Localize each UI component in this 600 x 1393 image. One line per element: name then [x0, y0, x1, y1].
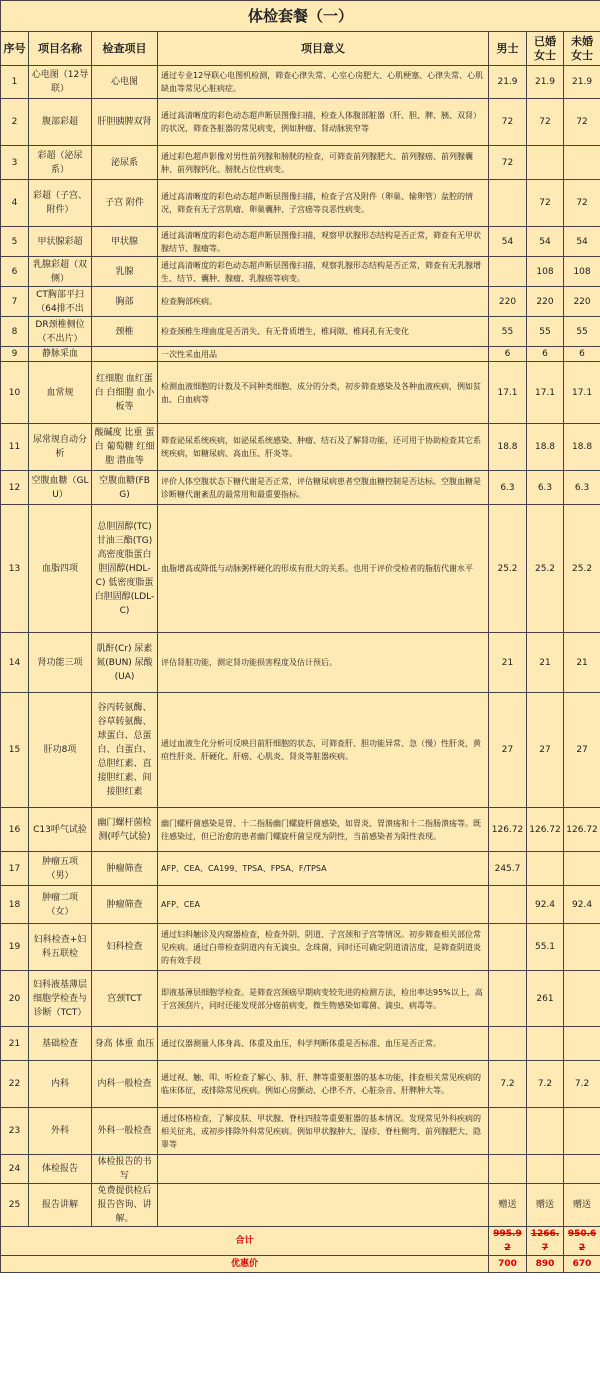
row-male	[489, 1108, 527, 1155]
row-meaning: 幽门螺杆菌感染是胃、十二指肠幽门螺旋杆菌感染，如胃炎、胃溃疡和十二指肠溃疡等。既往感染过，但已治愈的患者幽门螺旋杆菌呈现为阴性，当前感染者为阳性表现。	[158, 808, 489, 852]
row-meaning: AFP、CEA	[158, 886, 489, 924]
row-unmarried: 72	[564, 99, 600, 146]
row-check: 酸碱度 比重 蛋白 葡萄糖 红细胞 潜血等	[92, 424, 158, 471]
row-unmarried: 18.8	[564, 424, 600, 471]
row-unmarried	[564, 971, 600, 1027]
row-married: 55.1	[527, 924, 564, 971]
row-no: 20	[1, 971, 29, 1027]
row-married	[527, 1155, 564, 1184]
row-meaning: 通过高清晰度的彩色动态超声断层图像扫描，检查子宫及附件（卵巢、输卵管）盆腔的情况，筛查有无子宫肌瘤、卵巢囊肿、子宫癌等良恶性病变。	[158, 180, 489, 227]
row-name: 基础检查	[29, 1027, 92, 1061]
row-meaning: 一次性采血用品	[158, 347, 489, 362]
row-unmarried: 25.2	[564, 505, 600, 633]
row-name: 报告讲解	[29, 1184, 92, 1227]
row-meaning: 检测血液细胞的计数及不同种类细胞、成分的分类，初步筛查感染及各种血液疾病，例如贫血、白血病等	[158, 362, 489, 424]
row-check	[92, 347, 158, 362]
row-married	[527, 1027, 564, 1061]
row-unmarried: 54	[564, 227, 600, 257]
row-unmarried: 7.2	[564, 1061, 600, 1108]
row-meaning: 即液基薄层细胞学检查。是筛查宫颈癌早期病变较先进的检测方法，检出率达95%以上，高于宫颈刮片，同时还能发现部分癌前病变，微生物感染如霉菌、滴虫、病毒等。	[158, 971, 489, 1027]
row-unmarried: 17.1	[564, 362, 600, 424]
row-meaning: 通过彩色超声影像对男性前列腺和膀胱的检查，可筛查前列腺肥大、前列腺癌、前列腺囊肿、前列腺钙化、膀胱占位性病变。	[158, 146, 489, 180]
table-row	[1, 227, 600, 257]
table-row	[1, 66, 600, 99]
row-male: 126.72	[489, 808, 527, 852]
table-row	[1, 99, 600, 146]
total-unmarried: 950.62	[564, 1227, 600, 1256]
row-no: 22	[1, 1061, 29, 1108]
row-no: 17	[1, 852, 29, 886]
row-name: 血常规	[29, 362, 92, 424]
header-married: 已婚女士	[527, 32, 564, 66]
table-row	[1, 287, 600, 317]
row-check: 心电图	[92, 66, 158, 99]
row-male: 赠送	[489, 1184, 527, 1227]
row-name: 彩超（子宫、附件）	[29, 180, 92, 227]
row-married: 261	[527, 971, 564, 1027]
row-no: 2	[1, 99, 29, 146]
row-married: 126.72	[527, 808, 564, 852]
row-unmarried: 21	[564, 633, 600, 693]
row-unmarried	[564, 1027, 600, 1061]
row-male: 220	[489, 287, 527, 317]
total-label: 合计	[1, 1227, 489, 1256]
row-no: 21	[1, 1027, 29, 1061]
header-check: 检查项目	[92, 32, 158, 66]
row-meaning: AFP、CEA、CA199、TPSA、FPSA、F/TPSA	[158, 852, 489, 886]
row-married: 54	[527, 227, 564, 257]
row-name: 内科	[29, 1061, 92, 1108]
table-row	[1, 257, 600, 287]
row-check: 体检报告的书写	[92, 1155, 158, 1184]
header-no: 序号	[1, 32, 29, 66]
row-check: 空腹血糖(FBG)	[92, 471, 158, 505]
row-married: 55	[527, 317, 564, 347]
row-meaning: 评价人体空腹状态下糖代谢是否正常，评估糖尿病患者空腹血糖控制是否达标。空腹血糖是诊断糖代谢紊乱的最常用和最重要指标。	[158, 471, 489, 505]
table-row	[1, 362, 600, 424]
row-meaning: 通过高清晰度的彩色动态超声断层图像扫描，检查人体腹部脏器（肝、胆、脾、胰、双肾）的状况，筛查各脏器的常见病变，例如肿瘤、肾动脉狭窄等	[158, 99, 489, 146]
row-married: 17.1	[527, 362, 564, 424]
discount-unmarried: 670	[564, 1256, 600, 1273]
row-name: CT胸部平扫（64排不出	[29, 287, 92, 317]
row-male: 72	[489, 99, 527, 146]
row-unmarried: 55	[564, 317, 600, 347]
row-no: 19	[1, 924, 29, 971]
row-unmarried	[564, 1108, 600, 1155]
row-unmarried: 72	[564, 180, 600, 227]
row-check: 肌酐(Cr) 尿素氮(BUN) 尿酸(UA)	[92, 633, 158, 693]
page-title: 体检套餐（一）	[1, 1, 600, 32]
row-name: 空腹血糖（GLU）	[29, 471, 92, 505]
row-name: 肝功8项	[29, 693, 92, 808]
row-married: 7.2	[527, 1061, 564, 1108]
row-no: 24	[1, 1155, 29, 1184]
discount-label: 优惠价	[1, 1256, 489, 1273]
row-name: 肿瘤五项（男）	[29, 852, 92, 886]
table-row	[1, 886, 600, 924]
row-married: 72	[527, 180, 564, 227]
table-row	[1, 347, 600, 362]
row-name: 体检报告	[29, 1155, 92, 1184]
row-male	[489, 180, 527, 227]
row-check: 颈椎	[92, 317, 158, 347]
header-name: 项目名称	[29, 32, 92, 66]
row-name: 肿瘤二项（女）	[29, 886, 92, 924]
row-no: 5	[1, 227, 29, 257]
row-check: 肿瘤筛查	[92, 886, 158, 924]
row-unmarried: 220	[564, 287, 600, 317]
row-male: 21.9	[489, 66, 527, 99]
table-row	[1, 1155, 600, 1184]
row-married: 6	[527, 347, 564, 362]
row-unmarried	[564, 1155, 600, 1184]
header-male: 男士	[489, 32, 527, 66]
table-row	[1, 808, 600, 852]
row-meaning: 通过体格检查，了解皮肤、甲状腺、脊柱四肢等重要脏器的基本情况。发现常见外科疾病的相关征兆，或初步排除外科常见疾病。例如甲状腺肿大、湿疹、脊柱侧弯、前列腺肥大、隐睾等	[158, 1108, 489, 1155]
row-meaning: 通过仪器测量人体身高、体重及血压，科学判断体重是否标准、血压是否正常。	[158, 1027, 489, 1061]
row-married	[527, 146, 564, 180]
row-name: 妇科液基薄层细胞学检查与诊断（TCT）	[29, 971, 92, 1027]
row-unmarried: 108	[564, 257, 600, 287]
header-meaning: 项目意义	[158, 32, 489, 66]
row-male: 18.8	[489, 424, 527, 471]
row-meaning: 检查胸部疾病。	[158, 287, 489, 317]
row-no: 16	[1, 808, 29, 852]
row-name: C13呼气试验	[29, 808, 92, 852]
row-check: 总胆固醇(TC) 甘油三酯(TG) 高密度脂蛋白胆固醇(HDL-C) 低密度脂蛋白胆固醇(LDL-C)	[92, 505, 158, 633]
row-check: 泌尿系	[92, 146, 158, 180]
row-unmarried	[564, 924, 600, 971]
row-no: 10	[1, 362, 29, 424]
header-unmarried: 未婚女士	[564, 32, 600, 66]
row-check: 妇科检查	[92, 924, 158, 971]
table-row	[1, 146, 600, 180]
row-male: 6	[489, 347, 527, 362]
row-name: 血脂四项	[29, 505, 92, 633]
row-married: 220	[527, 287, 564, 317]
row-meaning: 筛查泌尿系统疾病，如泌尿系统感染、肿瘤、结石及了解肾功能，还可用于协助检查其它系统疾病，如糖尿病、高血压、肝炎等。	[158, 424, 489, 471]
row-meaning: 通过血液生化分析可反映目前肝细胞的状态，可筛查肝、胆功能异常、急（慢）性肝炎，黄疸性肝炎、肝硬化、肝癌、心肌炎、肾炎等脏器疾病。	[158, 693, 489, 808]
row-name: 腹部彩超	[29, 99, 92, 146]
row-no: 13	[1, 505, 29, 633]
row-no: 3	[1, 146, 29, 180]
row-married: 72	[527, 99, 564, 146]
row-no: 18	[1, 886, 29, 924]
row-married: 18.8	[527, 424, 564, 471]
row-check: 肝胆胰脾双肾	[92, 99, 158, 146]
row-meaning: 血脂增高或降低与动脉粥样硬化的形成有很大的关系。也用于评价受检者的脂肪代谢水平	[158, 505, 489, 633]
row-name: 彩超（泌尿系）	[29, 146, 92, 180]
row-male	[489, 971, 527, 1027]
row-no: 25	[1, 1184, 29, 1227]
table-row	[1, 1184, 600, 1227]
table-row	[1, 1108, 600, 1155]
row-name: 甲状腺彩超	[29, 227, 92, 257]
row-male: 17.1	[489, 362, 527, 424]
table-row	[1, 471, 600, 505]
row-meaning	[158, 1155, 489, 1184]
row-married: 25.2	[527, 505, 564, 633]
row-meaning: 通过妇科触诊及内窥器检查，检查外阴、阴道、子宫颈和子宫等情况。初步筛查相关部位常见疾病。通过白带检查阴道内有无滴虫、念珠菌，同时还可确定阴道清洁度，是筛查阴道炎的有效手段	[158, 924, 489, 971]
row-check: 免费提供检后报告咨询、讲解。	[92, 1184, 158, 1227]
row-check: 红细胞 血红蛋白 白细胞 血小板等	[92, 362, 158, 424]
row-name: 心电图（12导联）	[29, 66, 92, 99]
row-married: 21.9	[527, 66, 564, 99]
row-married: 赠送	[527, 1184, 564, 1227]
row-meaning: 通过高清晰度的彩色动态超声断层图像扫描，观察乳腺形态结构是否正常，筛查有无乳腺增生、结节、囊肿、腺瘤、乳腺癌等病变。	[158, 257, 489, 287]
table-row	[1, 633, 600, 693]
row-male: 55	[489, 317, 527, 347]
row-meaning: 检查颈椎生理曲度是否消失、有无骨质增生，椎间隙、椎间孔有无变化	[158, 317, 489, 347]
row-check: 肿瘤筛查	[92, 852, 158, 886]
row-check: 宫颈TCT	[92, 971, 158, 1027]
row-unmarried: 6	[564, 347, 600, 362]
row-unmarried: 126.72	[564, 808, 600, 852]
discount-married: 890	[527, 1256, 564, 1273]
row-male	[489, 1027, 527, 1061]
row-male	[489, 257, 527, 287]
row-male: 54	[489, 227, 527, 257]
table-row	[1, 1061, 600, 1108]
table-row	[1, 424, 600, 471]
table-row	[1, 924, 600, 971]
row-check: 谷丙转氨酶、谷草转氨酶、球蛋白、总蛋白、白蛋白、总胆红素、直接胆红素、间接胆红素	[92, 693, 158, 808]
row-unmarried: 27	[564, 693, 600, 808]
table-row	[1, 1027, 600, 1061]
row-male: 25.2	[489, 505, 527, 633]
discount-male: 700	[489, 1256, 527, 1273]
row-no: 1	[1, 66, 29, 99]
row-meaning: 通过视、触、叩、听检查了解心、肺、肝、脾等重要脏器的基本功能，排查相关常见疾病的临床体征，或排除常见疾病。例如心房颤动、心律不齐、心脏杂音、肝脾肿大等。	[158, 1061, 489, 1108]
row-unmarried	[564, 146, 600, 180]
table-row	[1, 505, 600, 633]
row-meaning: 通过高清晰度的彩色动态超声断层图像扫描，观察甲状腺形态结构是否正常，筛查有无甲状腺结节、腺瘤等。	[158, 227, 489, 257]
row-name: 尿常规自动分析	[29, 424, 92, 471]
row-married: 27	[527, 693, 564, 808]
row-married: 108	[527, 257, 564, 287]
row-check: 外科一般检查	[92, 1108, 158, 1155]
row-no: 7	[1, 287, 29, 317]
row-check: 胸部	[92, 287, 158, 317]
row-meaning	[158, 1184, 489, 1227]
row-married: 92.4	[527, 886, 564, 924]
table-row	[1, 693, 600, 808]
row-no: 8	[1, 317, 29, 347]
row-male: 7.2	[489, 1061, 527, 1108]
row-male	[489, 1155, 527, 1184]
row-male: 21	[489, 633, 527, 693]
row-name: DR颈椎侧位（不出片）	[29, 317, 92, 347]
row-no: 11	[1, 424, 29, 471]
row-check: 甲状腺	[92, 227, 158, 257]
row-married	[527, 852, 564, 886]
row-check: 内科一般检查	[92, 1061, 158, 1108]
row-no: 9	[1, 347, 29, 362]
row-male	[489, 924, 527, 971]
row-meaning: 评估肾脏功能，测定肾功能损害程度及估计预后。	[158, 633, 489, 693]
row-check: 身高 体重 血压	[92, 1027, 158, 1061]
total-male: 995.92	[489, 1227, 527, 1256]
row-married	[527, 1108, 564, 1155]
row-no: 14	[1, 633, 29, 693]
table-row	[1, 317, 600, 347]
row-name: 妇科检查+妇科五联检	[29, 924, 92, 971]
row-unmarried	[564, 852, 600, 886]
row-unmarried: 赠送	[564, 1184, 600, 1227]
table-row	[1, 852, 600, 886]
row-check: 乳腺	[92, 257, 158, 287]
total-married: 1266.7	[527, 1227, 564, 1256]
row-married: 6.3	[527, 471, 564, 505]
table-row	[1, 180, 600, 227]
row-male: 245.7	[489, 852, 527, 886]
row-no: 23	[1, 1108, 29, 1155]
row-name: 静脉采血	[29, 347, 92, 362]
row-male	[489, 886, 527, 924]
row-name: 肾功能三项	[29, 633, 92, 693]
row-meaning: 通过专业12导联心电图机检测，筛查心律失常、心室心房肥大、心肌梗塞、心律失常、心肌缺血等常见心脏病症。	[158, 66, 489, 99]
row-unmarried: 21.9	[564, 66, 600, 99]
row-no: 6	[1, 257, 29, 287]
row-no: 4	[1, 180, 29, 227]
row-male: 27	[489, 693, 527, 808]
row-name: 外科	[29, 1108, 92, 1155]
row-check: 子宫 附件	[92, 180, 158, 227]
row-unmarried: 92.4	[564, 886, 600, 924]
row-married: 21	[527, 633, 564, 693]
row-name: 乳腺彩超（双侧）	[29, 257, 92, 287]
row-check: 幽门螺杆菌检测(呼气试验)	[92, 808, 158, 852]
row-no: 15	[1, 693, 29, 808]
row-unmarried: 6.3	[564, 471, 600, 505]
row-no: 12	[1, 471, 29, 505]
row-male: 72	[489, 146, 527, 180]
table-row	[1, 971, 600, 1027]
row-male: 6.3	[489, 471, 527, 505]
